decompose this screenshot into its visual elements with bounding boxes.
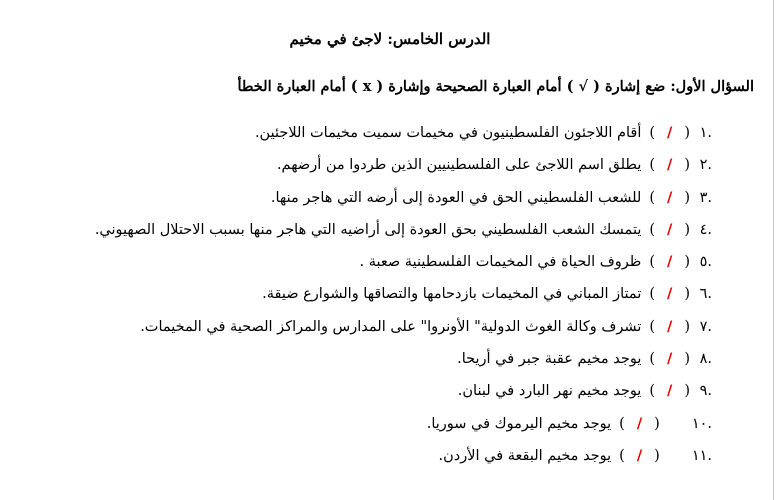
statement-text: يوجد مخيم عقبة جبر في أريحا. bbox=[457, 351, 642, 368]
answer-mark: / bbox=[667, 221, 673, 238]
paren-close: ) bbox=[649, 286, 656, 303]
page-edge-divider bbox=[773, 0, 774, 500]
item-number: .٢ bbox=[699, 157, 712, 174]
paren-close: ) bbox=[619, 415, 625, 432]
list-item bbox=[95, 251, 712, 273]
paren-open: ( bbox=[684, 157, 690, 174]
item-number: .٣ bbox=[699, 189, 712, 206]
list-item bbox=[95, 413, 712, 435]
answer-mark: / bbox=[667, 383, 673, 400]
paren-close: ) bbox=[619, 447, 625, 464]
answer-mark: / bbox=[667, 318, 673, 335]
answer-mark: / bbox=[636, 447, 643, 464]
item-number: .٨ bbox=[699, 351, 712, 368]
statement-text: يوجد مخيم اليرموك في سوريا. bbox=[426, 415, 612, 432]
statement-text: ظروف الحياة في المخيمات الفلسطينية صعبة . bbox=[359, 254, 642, 271]
statement-text: يطلق اسم اللاجئ على الفلسطينيين الذين طردوا من أرضهم. bbox=[276, 157, 642, 174]
paren-open: ( bbox=[684, 286, 690, 303]
answer-mark: / bbox=[667, 286, 673, 303]
paren-close: ) bbox=[649, 254, 656, 271]
lesson-title: الدرس الخامس: لاجئ في مخيم bbox=[289, 30, 491, 48]
statement-text: يوجد مخيم البقعة في الأردن. bbox=[438, 447, 612, 464]
answer-mark: / bbox=[667, 157, 673, 174]
statement-text: تمتاز المباني في المخيمات بازدحامها والتصاقها والشوارع ضيقة. bbox=[262, 286, 642, 303]
list-item bbox=[95, 154, 712, 176]
item-number: .١ bbox=[699, 125, 712, 141]
list-item bbox=[95, 187, 712, 209]
list-item bbox=[95, 283, 712, 305]
statement-text: تشرف وكالة الغوث الدولية" الأونروا" على المدارس والمراكز الصحية في المخيمات. bbox=[140, 318, 642, 335]
question-heading: السؤال الأول: ضع إشارة ( √ ) أمام العبارة الصحيحة وإشارة ( x ) أمام العبارة الخطأ bbox=[237, 78, 754, 95]
paren-close: ) bbox=[649, 318, 656, 335]
paren-close: ) bbox=[649, 125, 656, 141]
item-number: .٥ bbox=[699, 254, 712, 271]
paren-open: ( bbox=[654, 415, 660, 432]
answer-mark: / bbox=[667, 351, 673, 368]
item-number: .٧ bbox=[699, 318, 712, 335]
paren-close: ) bbox=[649, 221, 656, 238]
paren-close: ) bbox=[649, 351, 656, 368]
statement-text: أقام اللاجئون الفلسطينيون في مخيمات سميت مخيمات اللاجئين. bbox=[254, 125, 642, 141]
item-number: .٦ bbox=[699, 286, 712, 303]
item-number: .٤ bbox=[699, 221, 712, 238]
statement-text: يتمسك الشعب الفلسطيني بحق العودة إلى أراضيه التي هاجر منها بسبب الاحتلال الصهيوني. bbox=[94, 221, 642, 238]
paren-open: ( bbox=[684, 189, 690, 206]
item-number: .٩ bbox=[699, 383, 712, 400]
answer-mark: / bbox=[667, 189, 673, 206]
paren-close: ) bbox=[649, 157, 656, 174]
list-item bbox=[95, 348, 712, 370]
paren-open: ( bbox=[684, 221, 690, 238]
list-item bbox=[95, 380, 712, 402]
statement-list bbox=[95, 122, 712, 477]
paren-open: ( bbox=[684, 254, 690, 271]
paren-open: ( bbox=[684, 351, 690, 368]
item-number: .١٠ bbox=[691, 415, 712, 432]
list-item bbox=[95, 445, 712, 467]
paren-open: ( bbox=[684, 125, 690, 141]
statement-text: للشعب الفلسطيني الحق في العودة إلى أرضه التي هاجر منها. bbox=[270, 189, 642, 206]
paren-close: ) bbox=[649, 189, 656, 206]
paren-close: ) bbox=[649, 383, 656, 400]
answer-mark: / bbox=[636, 415, 643, 432]
answer-mark: / bbox=[667, 125, 673, 141]
paren-open: ( bbox=[654, 447, 660, 464]
statement-text: يوجد مخيم نهر البارد في لبنان. bbox=[457, 383, 642, 400]
item-number: .١١ bbox=[691, 447, 712, 464]
list-item bbox=[95, 219, 712, 241]
list-item bbox=[95, 316, 712, 338]
paren-open: ( bbox=[684, 383, 690, 400]
paren-open: ( bbox=[684, 318, 690, 335]
list-item bbox=[95, 122, 712, 144]
answer-mark: / bbox=[667, 254, 673, 271]
